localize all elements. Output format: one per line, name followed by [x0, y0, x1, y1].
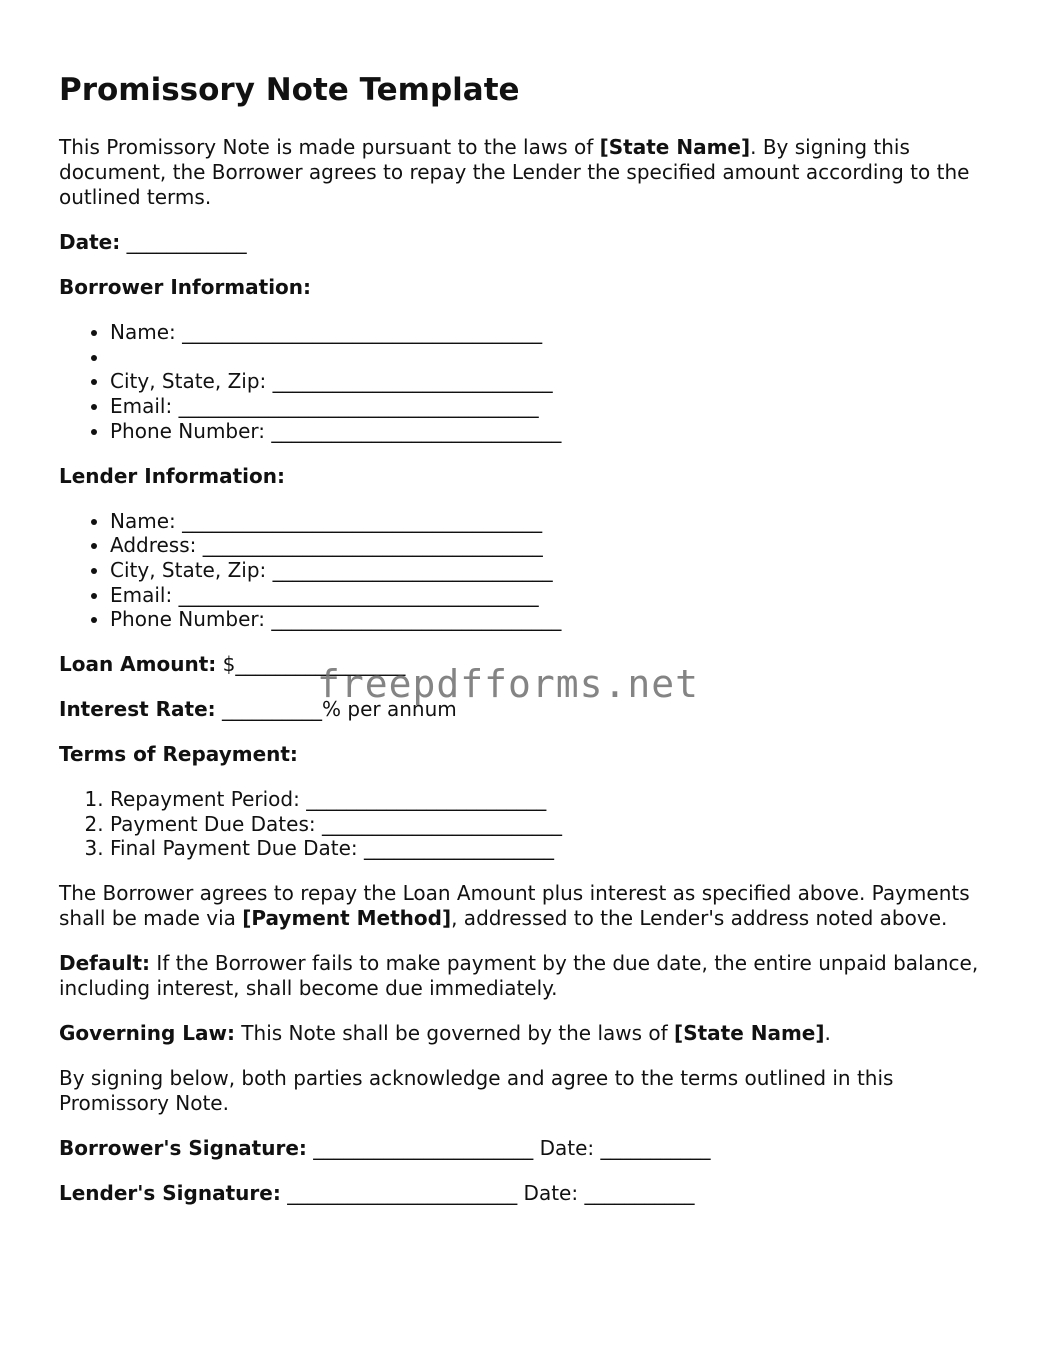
intro-state-placeholder: [State Name]: [599, 135, 751, 159]
lender-phone-item[interactable]: • Phone Number: _____________________________: [110, 607, 979, 632]
date-line: [59, 230, 979, 255]
borrower-city-item[interactable]: • City, State, Zip: ____________________________: [110, 369, 979, 394]
terms-list: [59, 787, 979, 861]
document-page: [59, 70, 979, 1226]
payment-text-2: , addressed to the Lender's address noted above.: [451, 906, 948, 931]
lender-email-item[interactable]: • Email: ____________________________________: [110, 583, 979, 608]
lender-signature-label: Lender's Signature:: [59, 1181, 281, 1206]
lender-address-item[interactable]: • Address: __________________________________: [110, 533, 979, 558]
intro-paragraph: [59, 135, 979, 210]
lender-name-item[interactable]: • Name: ____________________________________: [110, 509, 979, 534]
borrower-signature-label: Borrower's Signature:: [59, 1136, 307, 1161]
borrower-email-item[interactable]: • Email: ____________________________________: [110, 394, 979, 419]
default-paragraph: [59, 951, 979, 1001]
lender-signature-blank[interactable]: _______________________ Date: ___________: [287, 1181, 695, 1206]
lender-info-list: [59, 509, 979, 633]
payment-method-placeholder: [Payment Method]: [242, 906, 452, 931]
borrower-signature-line: [59, 1136, 979, 1161]
document-title: Promissory Note Template: [59, 72, 520, 108]
borrower-name-item[interactable]: • Name: ____________________________________: [110, 320, 979, 345]
interest-rate-blank[interactable]: __________% per annum: [222, 697, 457, 722]
final-payment-item[interactable]: 3. Final Payment Due Date: ___________________: [110, 836, 979, 861]
date-label: Date:: [59, 230, 121, 254]
intro-text-2: . By signing this document, the Borrower agrees to repay the Lender the specified amount according to the outlined terms.: [59, 135, 970, 209]
loan-amount-blank[interactable]: $_________________: [222, 652, 406, 677]
loan-amount-label: Loan Amount:: [59, 652, 217, 677]
payment-due-dates-item[interactable]: 2. Payment Due Dates: ________________________: [110, 812, 979, 837]
lender-city-item[interactable]: • City, State, Zip: ____________________________: [110, 558, 979, 583]
governing-law-end: .: [824, 1021, 831, 1046]
governing-law-paragraph: [59, 1021, 979, 1046]
lender-signature-line: [59, 1181, 979, 1206]
borrower-empty-item[interactable]: [110, 345, 979, 370]
interest-rate-label: Interest Rate:: [59, 697, 216, 722]
date-blank[interactable]: ____________: [126, 230, 247, 254]
intro-text-1: This Promissory Note is made pursuant to the laws of: [59, 135, 600, 159]
governing-law-label: Governing Law:: [59, 1021, 235, 1046]
borrower-heading: Borrower Information:: [59, 275, 312, 299]
borrower-phone-item[interactable]: • Phone Number: _____________________________: [110, 419, 979, 444]
borrower-signature-blank[interactable]: ______________________ Date: ___________: [313, 1136, 711, 1161]
default-text: If the Borrower fails to make payment by the due date, the entire unpaid balance, including interest, shall become due immediately.: [59, 951, 979, 1001]
acknowledge-paragraph: By signing below, both parties acknowledge and agree to the terms outlined in this Promissory Note.: [59, 1066, 894, 1116]
lender-heading: Lender Information:: [59, 463, 285, 488]
governing-state-placeholder: [State Name]: [674, 1021, 825, 1046]
default-label: Default:: [59, 951, 151, 976]
terms-heading: Terms of Repayment:: [59, 742, 298, 767]
payment-paragraph: [59, 881, 979, 931]
watermark-text: freepdfforms.net: [317, 662, 700, 706]
payment-text-1: The Borrower agrees to repay the Loan Amount plus interest as specified above. Payments shall be made via: [59, 881, 970, 931]
repayment-period-item[interactable]: 1. Repayment Period: ________________________: [110, 787, 979, 812]
borrower-info-list: [59, 320, 979, 444]
governing-law-text: This Note shall be governed by the laws of: [234, 1021, 675, 1046]
